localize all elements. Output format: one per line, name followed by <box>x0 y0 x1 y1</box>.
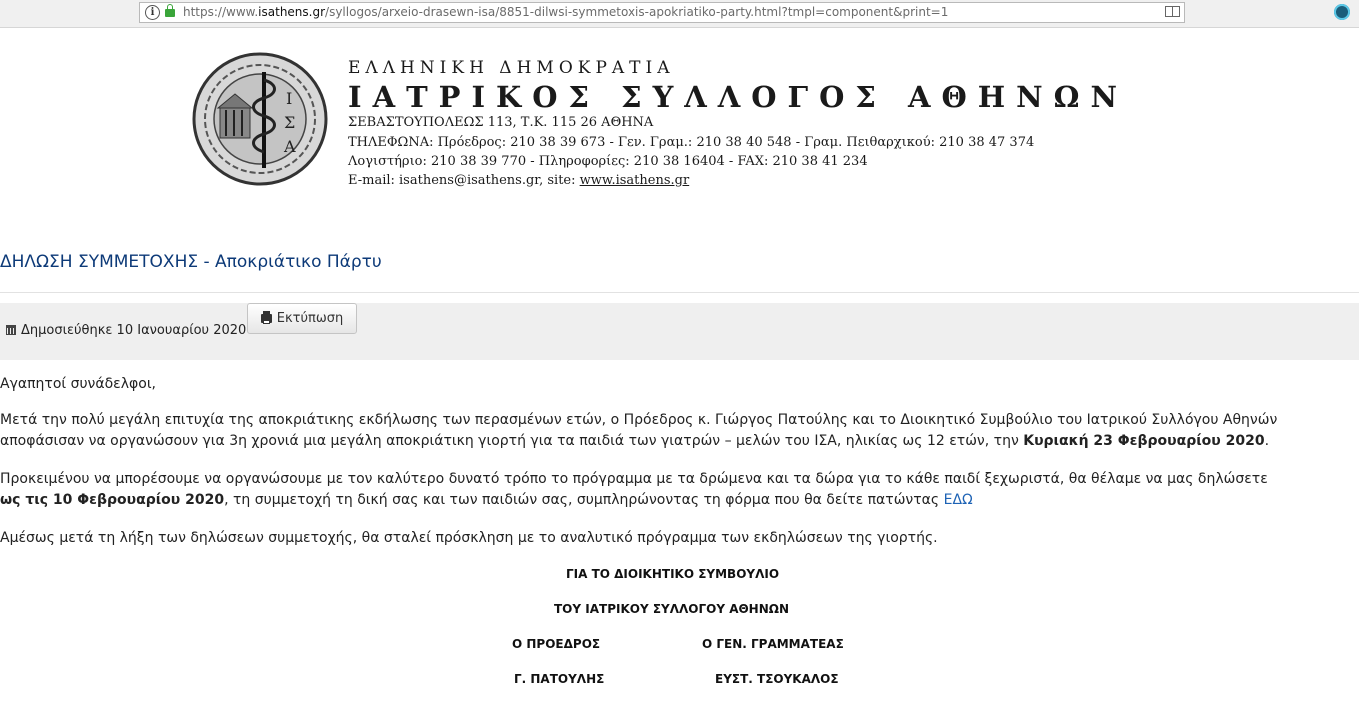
svg-text:Α: Α <box>284 137 296 156</box>
svg-text:Σ: Σ <box>284 113 296 132</box>
url-text[interactable]: https://www.isathens.gr/syllogos/arxeio-drasewn-isa/8851-dilwsi-symmetoxis-apokriatiko-party.html?tmpl=component&print=1 <box>183 5 949 19</box>
greeting: Αγαπητοί συνάδελφοι, <box>0 376 157 392</box>
letterhead-phones: ΤΗΛΕΦΩΝΑ: Πρόεδρος: 210 38 39 673 - Γεν. Γραμ.: 210 38 40 548 - Γραμ. Πειθαρχικού: 210 38 47 374 <box>348 135 1035 150</box>
form-link[interactable]: ΕΔΩ <box>943 492 973 508</box>
divider <box>0 292 1359 293</box>
letterhead-organization: ΙΑΤΡΙΚΟΣ ΣΥΛΛΟΓΟΣ ΑΘΗΝΩΝ <box>348 80 1128 114</box>
paragraph-2-line-1: Προκειμένου να μπορέσουμε να οργανώσουμε με τον καλύτερο δυνατό τρόπο το πρόγραμμα με τα δρώμενα και τα δώρα για το κάθε παιδί ξεχωριστά, θα θέλαμε να μας δηλώσετε <box>0 471 1268 487</box>
svg-text:Ι: Ι <box>286 89 293 108</box>
paragraph-1-line-1: Μετά την πολύ μεγάλη επιτυχία της αποκριάτικης εκδήλωσης των περασμένων ετών, ο Πρόεδρος κ. Γιώργος Πατούλης και το Διοικητικό Συμβούλιο του Ιατρικού Συλλόγου Αθηνών <box>0 412 1278 428</box>
address-bar[interactable] <box>139 2 1185 23</box>
paragraph-1-line-2: αποφάσισαν να οργανώσουν για 3η χρονιά μια μεγάλη αποκριάτικη γιορτή για τα παιδιά των γιατρών – μελών του ΙΣΑ, ηλικίας ως 12 ετών, την Κυριακή 23 Φεβρουαρίου 2020. <box>0 433 1270 449</box>
event-date: Κυριακή 23 Φεβρουαρίου 2020 <box>1023 433 1265 449</box>
print-icon <box>261 314 272 323</box>
signature-role-president: Ο ΠΡΟΕΔΡΟΣ <box>512 637 601 651</box>
signature-name-secretary: ΕΥΣΤ. ΤΣΟΥΚΑΛΟΣ <box>715 672 839 686</box>
signature-line-2: ΤΟΥ ΙΑΤΡΙΚΟΥ ΣΥΛΛΟΓΟΥ ΑΘΗΝΩΝ <box>554 602 790 616</box>
deadline-date: ως τις 10 Φεβρουαρίου 2020 <box>0 492 225 508</box>
print-button[interactable]: Εκτύπωση <box>247 303 357 334</box>
signature-name-president: Γ. ΠΑΤΟΥΛΗΣ <box>514 672 605 686</box>
seal-logo <box>190 50 330 188</box>
letterhead-country: ΕΛΛΗΝΙΚΗ ΔΗΜΟΚΡΑΤΙΑ <box>348 58 675 78</box>
published-date: Δημοσιεύθηκε 10 Ιανουαρίου 2020 <box>6 323 246 338</box>
article-title: ΔΗΛΩΣΗ ΣΥΜΜΕΤΟΧΗΣ - Αποκριάτικο Πάρτυ <box>0 252 382 272</box>
article-info-bar <box>0 303 1359 360</box>
info-icon[interactable]: i <box>145 5 160 20</box>
browser-toolbar <box>0 0 1359 28</box>
signature-line-1: ΓΙΑ ΤΟ ΔΙΟΙΚΗΤΙΚΟ ΣΥΜΒΟΥΛΙΟ <box>566 567 780 581</box>
signature-role-secretary: Ο ΓΕΝ. ΓΡΑΜΜΑΤΕΑΣ <box>702 637 844 651</box>
paragraph-2-line-2: ως τις 10 Φεβρουαρίου 2020, τη συμμετοχή τη δική σας και των παιδιών σας, συμπληρώνοντας τη φόρμα που θα δείτε πατώντας ΕΔΩ <box>0 492 973 508</box>
reader-view-icon[interactable] <box>1165 6 1180 17</box>
extension-icon[interactable] <box>1334 4 1350 20</box>
letterhead-address: ΣΕΒΑΣΤΟΥΠΟΛΕΩΣ 113, Τ.Κ. 115 26 ΑΘΗΝΑ <box>348 115 654 130</box>
paragraph-3: Αμέσως μετά τη λήξη των δηλώσεων συμμετοχής, θα σταλεί πρόσκληση με το αναλυτικό πρόγραμμα των εκδηλώσεων της γιορτής. <box>0 530 938 546</box>
letterhead-accounting: Λογιστήριο: 210 38 39 770 - Πληροφορίες: 210 38 16404 - FAX: 210 38 41 234 <box>348 154 868 169</box>
letterhead-email: E-mail: isathens@isathens.gr, site: www.isathens.gr <box>348 173 690 188</box>
letterhead-site-link[interactable]: www.isathens.gr <box>579 173 690 188</box>
calendar-icon <box>6 325 16 335</box>
lock-icon[interactable] <box>165 9 175 17</box>
